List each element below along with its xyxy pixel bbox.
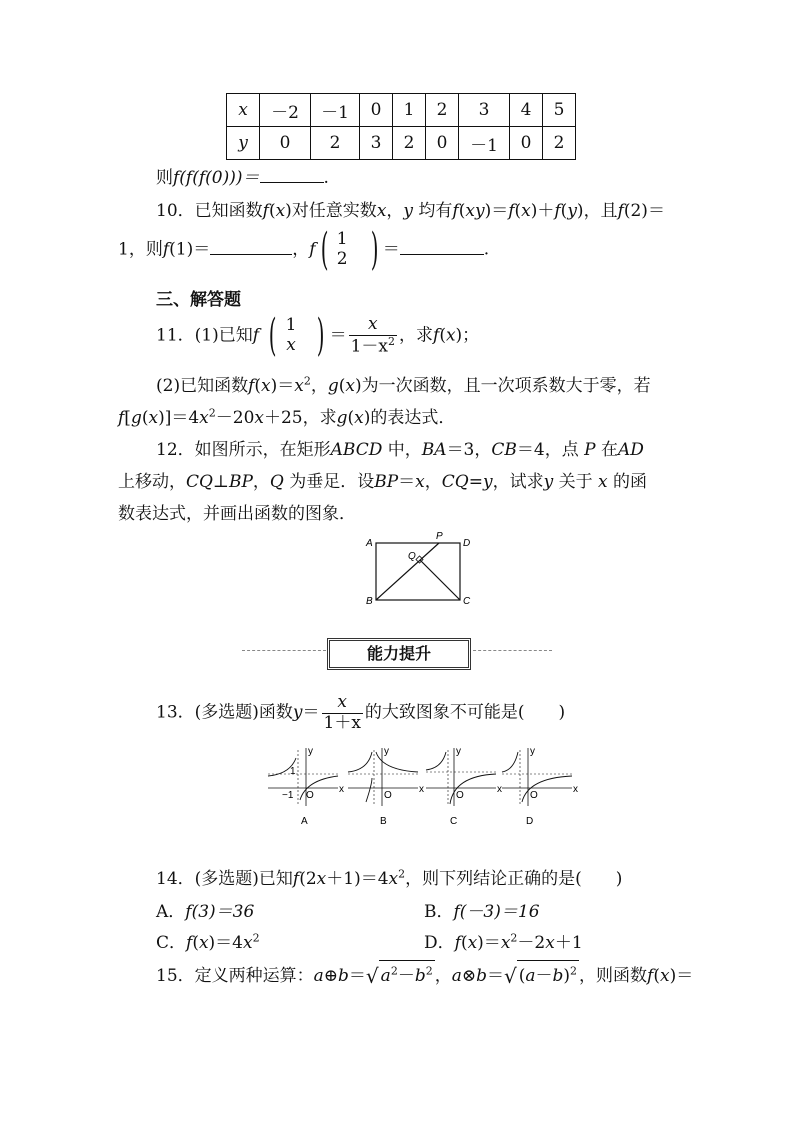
option-b-label: B — [380, 816, 387, 827]
svg-text:y: y — [384, 746, 389, 757]
table-cell: 2 — [543, 127, 576, 160]
q10-text: 对任意实数 — [291, 201, 377, 221]
q13-text: 的大致图象不可能是( ) — [364, 702, 566, 723]
table-row-y — [227, 127, 576, 160]
q10-line1: 10．已知函数f(x)对任意实数x，y 均有f(xy)＝f(x)＋f(y)，且f(2)＝ — [156, 201, 665, 221]
q9-prefix: 则 — [156, 168, 173, 188]
table-cell: －1 — [459, 127, 510, 160]
svg-text:O: O — [530, 790, 538, 801]
q11-text: ，求 — [399, 325, 434, 346]
q9-answer-line — [156, 163, 329, 188]
q15-text: 定义两种运算： — [194, 966, 314, 986]
q12-text: ，试求 — [492, 472, 544, 492]
svg-text:y: y — [308, 746, 313, 757]
fraction-x-over-1px: $\frac{x}{1+x}$ — [323, 692, 361, 733]
q12-text: 的函 — [613, 472, 647, 492]
section-title-solutions: 三、解答题 — [156, 290, 241, 310]
table-cell: 0 — [260, 127, 311, 160]
q14-number: 14． — [156, 869, 195, 889]
q14-text: (多选题)已知 — [194, 869, 293, 889]
q12-text: ＝4，点 — [516, 440, 579, 460]
svg-text:x: x — [339, 784, 344, 795]
q11-number: 11． — [156, 325, 195, 346]
q12-text: 在 — [600, 440, 618, 460]
graph-option-a — [268, 746, 344, 827]
table-cell: 1 — [393, 94, 426, 127]
graph-option-c — [426, 746, 502, 827]
q10-blank-1 — [210, 237, 292, 255]
svg-text:1: 1 — [290, 766, 296, 777]
table-cell: －1 — [311, 94, 360, 127]
table-row-x — [227, 94, 576, 127]
q11-part2-line1: (2)已知函数$f(x)=x^2$，g(x)为一次函数，且一次项系数大于零，若 — [156, 374, 651, 396]
q13-question: 13．(多选题)函数y＝ $\frac{x}{1+x}$ 的大致图象不可能是( ) — [156, 692, 566, 733]
label-d: D — [463, 538, 471, 549]
table-cell: 0 — [510, 127, 543, 160]
q14-option-d: D．$f(x)=x^2-2x+1$ — [424, 931, 583, 953]
q12-text: 中， — [387, 440, 422, 460]
svg-text:O: O — [384, 790, 392, 801]
q11-text: 为一次函数，且一次项系数大于零，若 — [361, 376, 651, 396]
option-c-label: C — [450, 816, 458, 827]
q12-line2: 上移动，CQ⊥BP，Q 为垂足．设BP＝x，CQ=y，试求y 关于 x 的函 — [118, 472, 647, 492]
option-d-label: D — [526, 816, 534, 827]
q13-number: 13． — [156, 702, 195, 723]
fraction-half: 1 2 — [336, 229, 348, 269]
graph-option-b — [348, 746, 424, 827]
q14-text: ，则下列结论正确的是( ) — [405, 869, 623, 889]
table-cell: 2 — [393, 127, 426, 160]
svg-text:y: y — [530, 746, 535, 757]
svg-text:O: O — [456, 790, 464, 801]
q15-number: 15． — [156, 966, 195, 986]
fraction-one-over-x: 1 x — [285, 315, 297, 355]
divider-right — [468, 650, 552, 651]
svg-text:O: O — [306, 790, 314, 801]
label-b: B — [366, 596, 373, 607]
q9-expression: f(f(f(0)))＝ — [173, 168, 260, 188]
q13-option-graphs — [262, 744, 578, 830]
q10-text: 均有 — [418, 201, 453, 221]
label-c: C — [463, 596, 471, 607]
q12-line3: 数表达式，并画出函数的图象． — [118, 504, 356, 524]
q9-end: . — [323, 168, 329, 188]
label-p: P — [436, 531, 443, 542]
table-header-x: x — [227, 94, 260, 127]
q11-text: (2)已知函数 — [156, 376, 249, 396]
value-table — [226, 93, 576, 160]
segment-cq — [420, 560, 460, 600]
q11-part1: 11．(1)已知f ( 1 x ) ＝ $\frac{x}{1-x^2}$ ，求f(x)； — [156, 310, 480, 361]
table-header-y: y — [227, 127, 260, 160]
q12-text: 上移动， — [118, 472, 186, 492]
svg-text:−1: −1 — [282, 790, 294, 801]
q10-end: . — [483, 239, 490, 260]
q10-line2: 1，则f(1)＝ ，f ( 1 2 ) ＝ . — [118, 224, 490, 275]
table-cell: 0 — [360, 94, 393, 127]
option-a-label: A — [301, 816, 308, 827]
label-a: A — [366, 538, 373, 549]
svg-text:x: x — [497, 784, 502, 795]
table-cell: －2 — [260, 94, 311, 127]
table-cell: 2 — [311, 127, 360, 160]
q14-question: 14．(多选题)已知$f(2x+1)=4x^2$，则下列结论正确的是( ) — [156, 867, 623, 889]
table-cell: 3 — [360, 127, 393, 160]
table-cell: 2 — [426, 94, 459, 127]
rectangle-abcd — [376, 543, 460, 600]
q14-option-b: B．f(－3)＝16 — [424, 902, 540, 922]
q12-text: ＝3， — [446, 440, 492, 460]
q12-text: 为垂足．设 — [289, 472, 375, 492]
svg-text:x: x — [573, 784, 578, 795]
ability-section-badge: 能力提升 — [327, 638, 471, 670]
q15-question: 15．定义两种运算：a⊕b＝√ $a^2-b^2$ ，a⊗b＝√ $(a-b)^2$ ，则函数f(x)＝ — [156, 960, 693, 988]
q11-text: 的表达式． — [370, 408, 456, 428]
q11-part2-line2: $f[g(x)]=4x^2-20x+25$，求g(x)的表达式． — [118, 406, 456, 428]
svg-text:x: x — [419, 784, 424, 795]
q12-number: 12． — [156, 440, 195, 460]
rectangle-figure — [364, 531, 474, 611]
q12-text: 关于 — [558, 472, 593, 492]
q9-blank — [260, 165, 324, 183]
q13-text: (多选题)函数 — [194, 702, 293, 723]
divider-left — [242, 650, 326, 651]
q12-text: 如图所示，在矩形 — [194, 440, 331, 460]
table-cell: 3 — [459, 94, 510, 127]
q15-text: ，则函数 — [579, 966, 648, 986]
svg-text:y: y — [456, 746, 461, 757]
q12-line1: 12．如图所示，在矩形ABCD 中，BA＝3，CB＝4，点 P 在AD — [156, 440, 644, 460]
q11-text: (1)已知 — [194, 325, 253, 346]
q10-text: 1，则 — [118, 239, 163, 260]
q10-text: ，且 — [583, 201, 618, 221]
q14-option-a: A．f(3)＝36 — [156, 902, 255, 922]
q10-number: 10． — [156, 201, 195, 221]
q14-option-c: C．$f(x)=4x^2$ — [156, 931, 260, 953]
q10-text: 已知函数 — [194, 201, 263, 221]
q10-blank-2 — [400, 237, 484, 255]
graph-option-d — [502, 746, 578, 827]
table-cell: 5 — [543, 94, 576, 127]
table-cell: 0 — [426, 127, 459, 160]
table-cell: 4 — [510, 94, 543, 127]
fraction-rhs: $\frac{x}{1-x^2}$ — [350, 314, 396, 357]
label-q: Q — [408, 551, 416, 562]
